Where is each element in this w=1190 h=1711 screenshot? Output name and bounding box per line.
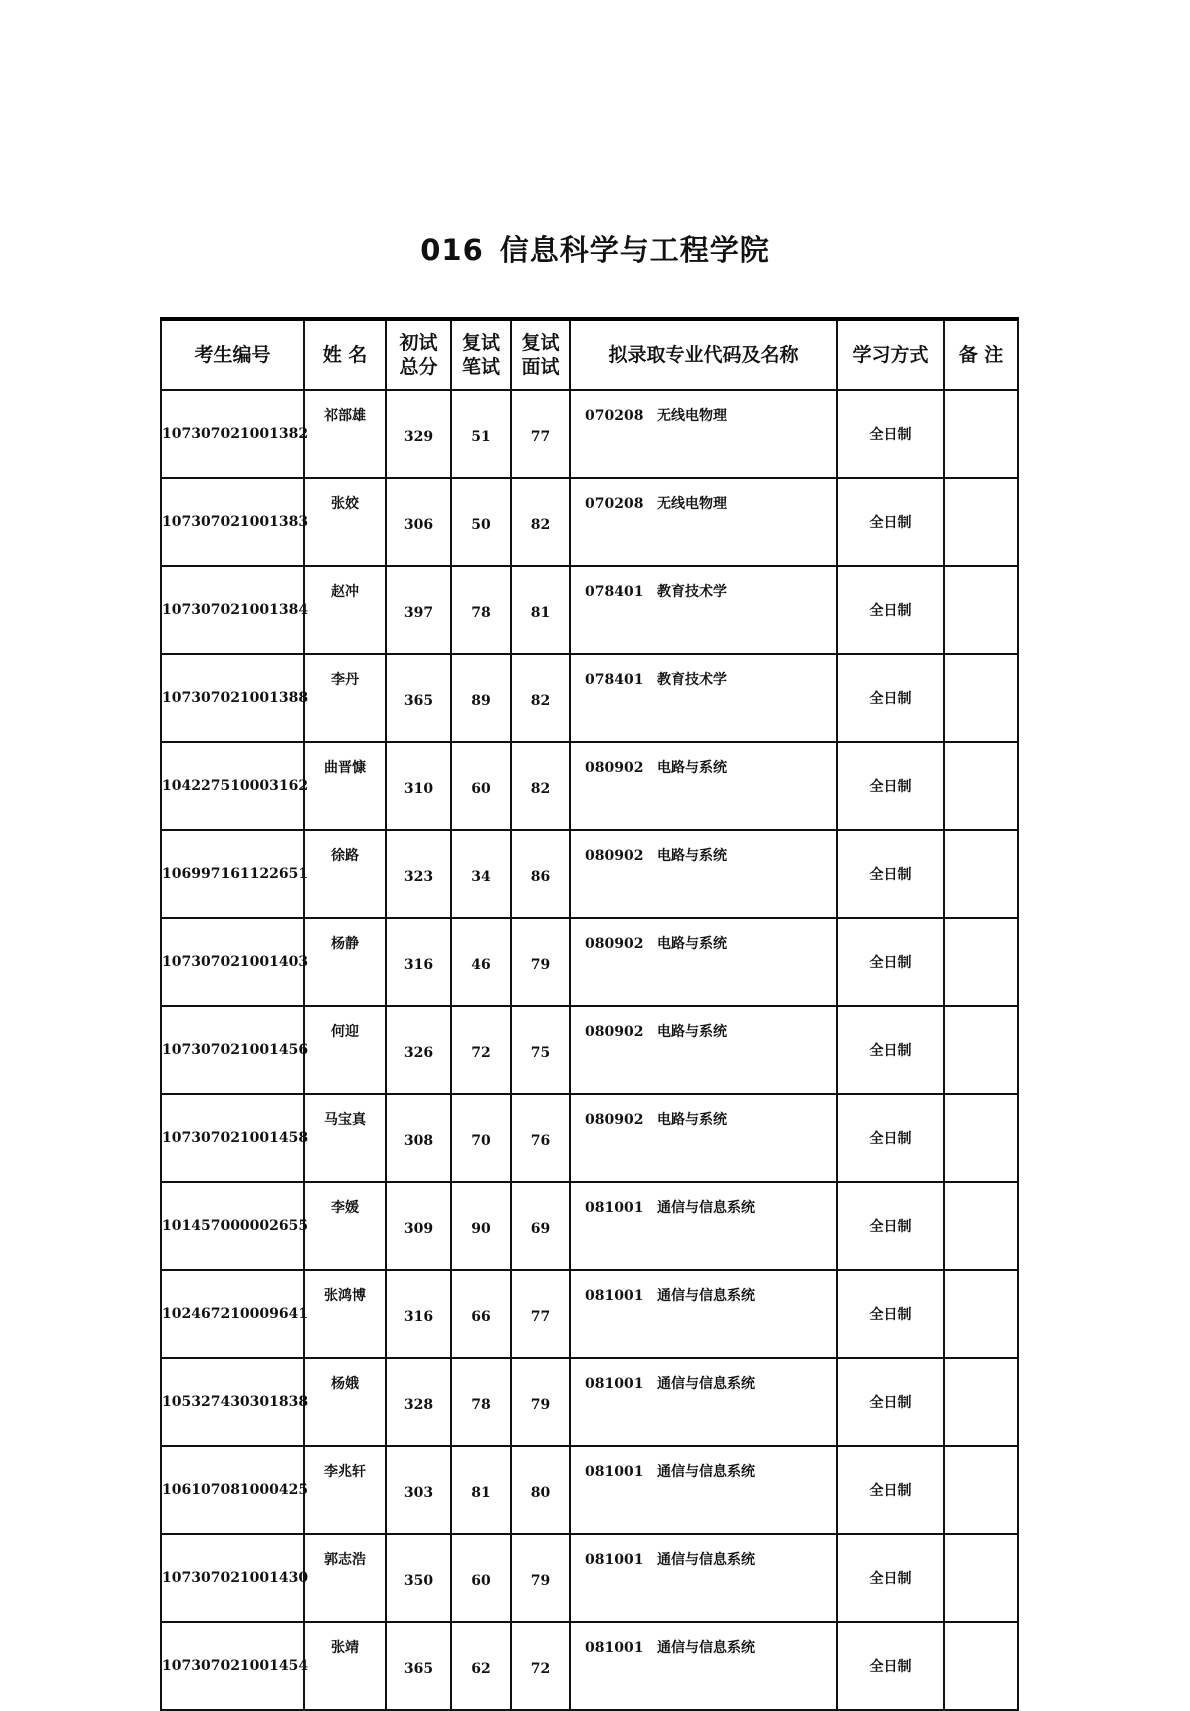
written-score: 60 bbox=[451, 1534, 511, 1622]
major-code: 078401 bbox=[585, 672, 644, 688]
interview-score: 79 bbox=[511, 918, 570, 1006]
interview-score: 75 bbox=[511, 1006, 570, 1094]
written-score: 81 bbox=[451, 1446, 511, 1534]
interview-score: 77 bbox=[511, 390, 570, 478]
major-code: 081001 bbox=[585, 1552, 644, 1568]
study-mode: 全日制 bbox=[837, 1006, 944, 1094]
header-id: 考生编号 bbox=[161, 319, 304, 390]
header-initial-line2: 总分 bbox=[399, 356, 438, 378]
note bbox=[944, 478, 1018, 566]
study-mode: 全日制 bbox=[837, 1446, 944, 1534]
header-interview bbox=[511, 319, 570, 390]
header-mode: 学习方式 bbox=[837, 319, 944, 390]
study-mode: 全日制 bbox=[837, 654, 944, 742]
initial-score: 323 bbox=[386, 830, 451, 918]
candidate-name: 曲晋慷 bbox=[304, 742, 386, 830]
major-code: 078401 bbox=[585, 584, 644, 600]
major-name: 教育技术学 bbox=[657, 584, 727, 600]
major-name: 通信与信息系统 bbox=[657, 1464, 755, 1480]
note bbox=[944, 654, 1018, 742]
candidate-id: 102467210009641 bbox=[161, 1270, 304, 1358]
major-cell bbox=[570, 918, 837, 1006]
interview-score: 82 bbox=[511, 654, 570, 742]
initial-score: 326 bbox=[386, 1006, 451, 1094]
candidate-id: 106107081000425 bbox=[161, 1446, 304, 1534]
written-score: 70 bbox=[451, 1094, 511, 1182]
note bbox=[944, 1534, 1018, 1622]
major-code: 080902 bbox=[585, 848, 644, 864]
table-row bbox=[161, 830, 1018, 918]
header-interview-line2: 面试 bbox=[521, 356, 560, 378]
candidate-name: 张靖 bbox=[304, 1622, 386, 1710]
initial-score: 328 bbox=[386, 1358, 451, 1446]
study-mode: 全日制 bbox=[837, 918, 944, 1006]
interview-score: 69 bbox=[511, 1182, 570, 1270]
interview-score: 80 bbox=[511, 1446, 570, 1534]
candidate-name: 马宝真 bbox=[304, 1094, 386, 1182]
written-score: 66 bbox=[451, 1270, 511, 1358]
candidate-name: 郭志浩 bbox=[304, 1534, 386, 1622]
note bbox=[944, 1358, 1018, 1446]
header-note: 备 注 bbox=[944, 319, 1018, 390]
candidate-name: 祁部雄 bbox=[304, 390, 386, 478]
header-interview-line1: 复试 bbox=[521, 332, 560, 354]
study-mode: 全日制 bbox=[837, 830, 944, 918]
header-written-line2: 笔试 bbox=[461, 356, 500, 378]
written-score: 78 bbox=[451, 1358, 511, 1446]
note bbox=[944, 1446, 1018, 1534]
study-mode: 全日制 bbox=[837, 1182, 944, 1270]
candidate-name: 徐路 bbox=[304, 830, 386, 918]
major-code: 081001 bbox=[585, 1288, 644, 1304]
candidate-id: 107307021001403 bbox=[161, 918, 304, 1006]
initial-score: 306 bbox=[386, 478, 451, 566]
major-cell bbox=[570, 1094, 837, 1182]
interview-score: 81 bbox=[511, 566, 570, 654]
initial-score: 329 bbox=[386, 390, 451, 478]
major-name: 通信与信息系统 bbox=[657, 1288, 755, 1304]
candidate-name: 何迎 bbox=[304, 1006, 386, 1094]
initial-score: 310 bbox=[386, 742, 451, 830]
interview-score: 77 bbox=[511, 1270, 570, 1358]
major-code: 081001 bbox=[585, 1464, 644, 1480]
interview-score: 82 bbox=[511, 742, 570, 830]
table-row bbox=[161, 742, 1018, 830]
table-row bbox=[161, 390, 1018, 478]
major-code: 081001 bbox=[585, 1376, 644, 1392]
major-name: 电路与系统 bbox=[657, 760, 727, 776]
table-row bbox=[161, 1622, 1018, 1710]
major-name: 通信与信息系统 bbox=[657, 1640, 755, 1656]
candidate-id: 107307021001382 bbox=[161, 390, 304, 478]
note bbox=[944, 830, 1018, 918]
candidate-id: 107307021001384 bbox=[161, 566, 304, 654]
table-row bbox=[161, 478, 1018, 566]
study-mode: 全日制 bbox=[837, 1358, 944, 1446]
note bbox=[944, 742, 1018, 830]
interview-score: 79 bbox=[511, 1534, 570, 1622]
major-name: 电路与系统 bbox=[657, 936, 727, 952]
written-score: 89 bbox=[451, 654, 511, 742]
major-cell bbox=[570, 390, 837, 478]
initial-score: 316 bbox=[386, 1270, 451, 1358]
candidate-name: 李丹 bbox=[304, 654, 386, 742]
major-name: 通信与信息系统 bbox=[657, 1552, 755, 1568]
study-mode: 全日制 bbox=[837, 478, 944, 566]
candidate-name: 张姣 bbox=[304, 478, 386, 566]
major-cell bbox=[570, 830, 837, 918]
note bbox=[944, 566, 1018, 654]
candidate-id: 107307021001454 bbox=[161, 1622, 304, 1710]
header-row bbox=[161, 319, 1018, 390]
header-written-line1: 复试 bbox=[461, 332, 500, 354]
note bbox=[944, 918, 1018, 1006]
initial-score: 308 bbox=[386, 1094, 451, 1182]
written-score: 62 bbox=[451, 1622, 511, 1710]
major-code: 070208 bbox=[585, 496, 644, 512]
initial-score: 365 bbox=[386, 1622, 451, 1710]
initial-score: 365 bbox=[386, 654, 451, 742]
major-code: 080902 bbox=[585, 760, 644, 776]
candidate-id: 105327430301838 bbox=[161, 1358, 304, 1446]
study-mode: 全日制 bbox=[837, 1622, 944, 1710]
study-mode: 全日制 bbox=[837, 390, 944, 478]
major-cell bbox=[570, 1622, 837, 1710]
written-score: 46 bbox=[451, 918, 511, 1006]
header-initial bbox=[386, 319, 451, 390]
candidate-id: 101457000002655 bbox=[161, 1182, 304, 1270]
major-name: 电路与系统 bbox=[657, 848, 727, 864]
candidate-name: 赵冲 bbox=[304, 566, 386, 654]
candidate-name: 李媛 bbox=[304, 1182, 386, 1270]
study-mode: 全日制 bbox=[837, 566, 944, 654]
major-code: 070208 bbox=[585, 408, 644, 424]
initial-score: 309 bbox=[386, 1182, 451, 1270]
study-mode: 全日制 bbox=[837, 742, 944, 830]
initial-score: 350 bbox=[386, 1534, 451, 1622]
major-name: 电路与系统 bbox=[657, 1112, 727, 1128]
college-name: 信息科学与工程学院 bbox=[499, 233, 770, 267]
major-name: 电路与系统 bbox=[657, 1024, 727, 1040]
candidate-id: 107307021001388 bbox=[161, 654, 304, 742]
page-title bbox=[0, 228, 1190, 269]
table-row bbox=[161, 1094, 1018, 1182]
major-name: 通信与信息系统 bbox=[657, 1200, 755, 1216]
major-code: 081001 bbox=[585, 1200, 644, 1216]
table-row bbox=[161, 918, 1018, 1006]
study-mode: 全日制 bbox=[837, 1270, 944, 1358]
candidate-id: 107307021001430 bbox=[161, 1534, 304, 1622]
written-score: 78 bbox=[451, 566, 511, 654]
major-cell bbox=[570, 1358, 837, 1446]
note bbox=[944, 1270, 1018, 1358]
major-name: 无线电物理 bbox=[657, 408, 727, 424]
note bbox=[944, 390, 1018, 478]
candidate-id: 106997161122651 bbox=[161, 830, 304, 918]
written-score: 50 bbox=[451, 478, 511, 566]
major-cell bbox=[570, 654, 837, 742]
table-row bbox=[161, 1006, 1018, 1094]
written-score: 34 bbox=[451, 830, 511, 918]
table-row bbox=[161, 1534, 1018, 1622]
written-score: 51 bbox=[451, 390, 511, 478]
header-initial-line1: 初试 bbox=[399, 332, 438, 354]
interview-score: 79 bbox=[511, 1358, 570, 1446]
major-cell bbox=[570, 1182, 837, 1270]
interview-score: 86 bbox=[511, 830, 570, 918]
major-code: 080902 bbox=[585, 936, 644, 952]
candidate-id: 104227510003162 bbox=[161, 742, 304, 830]
table-row bbox=[161, 1446, 1018, 1534]
major-cell bbox=[570, 1446, 837, 1534]
initial-score: 397 bbox=[386, 566, 451, 654]
table-row bbox=[161, 1182, 1018, 1270]
major-cell bbox=[570, 566, 837, 654]
interview-score: 76 bbox=[511, 1094, 570, 1182]
written-score: 72 bbox=[451, 1006, 511, 1094]
major-cell bbox=[570, 478, 837, 566]
major-code: 081001 bbox=[585, 1640, 644, 1656]
admission-table bbox=[160, 317, 1019, 1711]
table-row bbox=[161, 566, 1018, 654]
interview-score: 72 bbox=[511, 1622, 570, 1710]
major-name: 通信与信息系统 bbox=[657, 1376, 755, 1392]
written-score: 90 bbox=[451, 1182, 511, 1270]
interview-score: 82 bbox=[511, 478, 570, 566]
candidate-name: 杨静 bbox=[304, 918, 386, 1006]
note bbox=[944, 1094, 1018, 1182]
header-written bbox=[451, 319, 511, 390]
major-name: 教育技术学 bbox=[657, 672, 727, 688]
major-name: 无线电物理 bbox=[657, 496, 727, 512]
table-row bbox=[161, 1270, 1018, 1358]
note bbox=[944, 1622, 1018, 1710]
candidate-id: 107307021001456 bbox=[161, 1006, 304, 1094]
header-major: 拟录取专业代码及名称 bbox=[570, 319, 837, 390]
table-row bbox=[161, 654, 1018, 742]
major-code: 080902 bbox=[585, 1024, 644, 1040]
major-cell bbox=[570, 1534, 837, 1622]
written-score: 60 bbox=[451, 742, 511, 830]
major-cell bbox=[570, 1006, 837, 1094]
candidate-name: 张鸿博 bbox=[304, 1270, 386, 1358]
major-code: 080902 bbox=[585, 1112, 644, 1128]
header-name: 姓 名 bbox=[304, 319, 386, 390]
initial-score: 316 bbox=[386, 918, 451, 1006]
candidate-id: 107307021001458 bbox=[161, 1094, 304, 1182]
college-code: 016 bbox=[420, 233, 484, 267]
initial-score: 303 bbox=[386, 1446, 451, 1534]
candidate-name: 杨娥 bbox=[304, 1358, 386, 1446]
major-cell bbox=[570, 742, 837, 830]
study-mode: 全日制 bbox=[837, 1534, 944, 1622]
major-cell bbox=[570, 1270, 837, 1358]
note bbox=[944, 1182, 1018, 1270]
candidate-name: 李兆轩 bbox=[304, 1446, 386, 1534]
study-mode: 全日制 bbox=[837, 1094, 944, 1182]
note bbox=[944, 1006, 1018, 1094]
candidate-id: 107307021001383 bbox=[161, 478, 304, 566]
table-row bbox=[161, 1358, 1018, 1446]
